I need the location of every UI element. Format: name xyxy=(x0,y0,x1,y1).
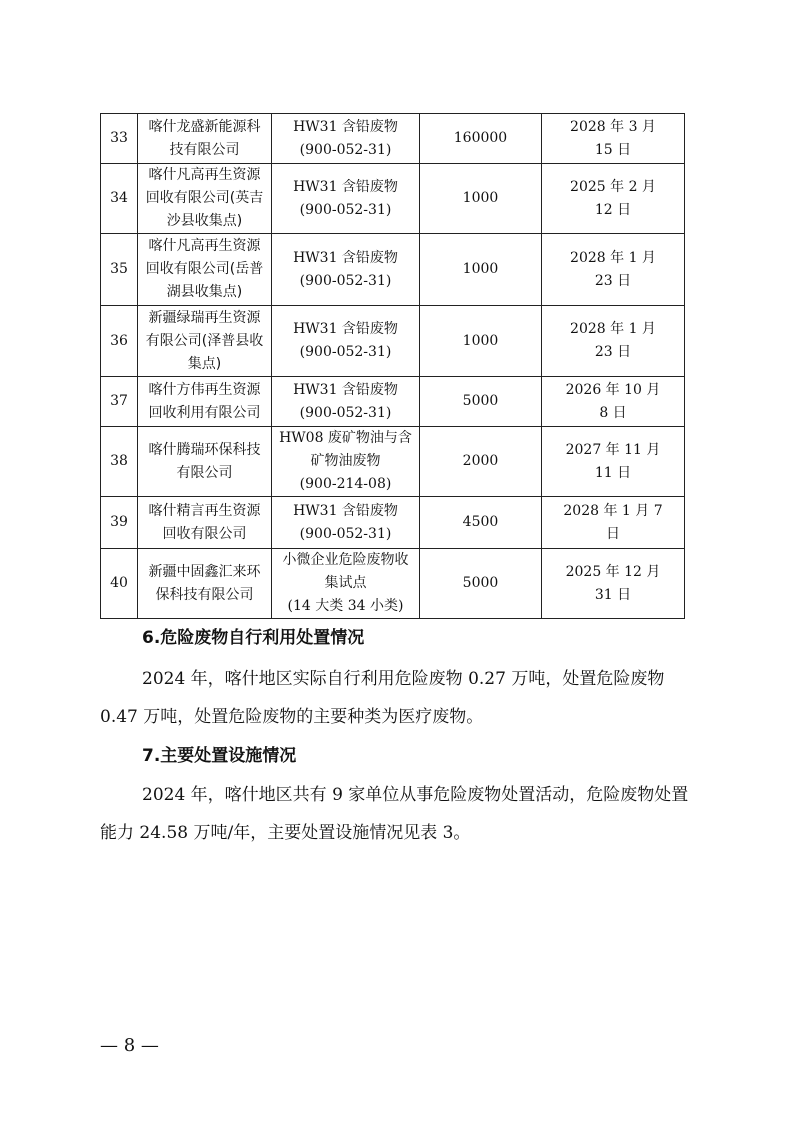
validity-cell-line: 8 日 xyxy=(599,404,627,421)
waste-type-cell-line: 集试点 xyxy=(324,575,367,591)
waste-type-cell-line: (900-052-31) xyxy=(299,201,392,218)
validity-cell-line: 2028 年 1 月 xyxy=(570,249,656,266)
company-cell-line: 技有限公司 xyxy=(169,141,240,158)
waste-type-cell-line: (900-052-31) xyxy=(299,272,392,289)
row-number-cell: 39 xyxy=(101,497,138,549)
validity-cell xyxy=(542,549,685,619)
validity-cell xyxy=(542,164,685,234)
table-row xyxy=(101,377,685,427)
validity-cell-line: 日 xyxy=(606,525,620,542)
capacity-cell: 5000 xyxy=(420,549,542,619)
validity-cell xyxy=(542,427,685,497)
validity-cell-line: 12 日 xyxy=(594,201,632,218)
validity-cell-line: 2025 年 2 月 xyxy=(570,178,656,195)
waste-type-cell-line: HW31 含铅废物 xyxy=(293,249,398,266)
validity-cell-line: 15 日 xyxy=(594,141,632,158)
row-number-cell: 36 xyxy=(101,306,138,377)
capacity-cell: 1000 xyxy=(420,234,542,306)
row-number-cell: 35 xyxy=(101,234,138,306)
company-cell-line: 喀什方伟再生资源 xyxy=(148,381,261,398)
validity-cell-line: 23 日 xyxy=(594,272,632,289)
row-number-cell: 37 xyxy=(101,377,138,427)
validity-cell-line: 31 日 xyxy=(594,586,632,603)
row-number-cell: 38 xyxy=(101,427,138,497)
company-cell xyxy=(138,549,272,619)
section-6-body: 2024 年，喀什地区实际自行利用危险废物 0.27 万吨，处置危险废物 0.47 万吨，处置危险废物的主要种类为医疗废物。 xyxy=(100,669,665,727)
permit-table xyxy=(100,113,685,619)
waste-type-cell-line: (900-214-08) xyxy=(299,476,392,492)
company-cell-line: 沙县收集点) xyxy=(166,213,243,229)
company-cell-line: 有限公司(泽普县收 xyxy=(145,332,264,349)
company-cell-line: 喀什精言再生资源 xyxy=(148,502,261,519)
page-number: — 8 — xyxy=(100,1035,159,1056)
company-cell-line: 喀什凡高再生资源 xyxy=(148,238,261,254)
waste-type-cell-line: (900-052-31) xyxy=(299,525,392,542)
company-cell xyxy=(138,234,272,306)
capacity-cell: 1000 xyxy=(420,164,542,234)
table-row xyxy=(101,497,685,549)
company-cell-line: 回收有限公司(岳普 xyxy=(145,261,264,277)
company-cell xyxy=(138,427,272,497)
waste-type-cell-line: HW31 含铅废物 xyxy=(293,381,398,398)
validity-cell-line: 11 日 xyxy=(594,464,632,481)
company-cell xyxy=(138,114,272,164)
waste-type-cell-line: (14 大类 34 小类) xyxy=(287,598,404,614)
company-cell-line: 新疆中固鑫汇来环 xyxy=(148,563,261,580)
row-number-cell: 34 xyxy=(101,164,138,234)
waste-type-cell-line: 小微企业危险废物收 xyxy=(282,552,409,568)
capacity-cell: 2000 xyxy=(420,427,542,497)
section-6-title: 6.危险废物自行利用处置情况 xyxy=(142,628,365,648)
table-row xyxy=(101,306,685,377)
validity-cell-line: 2028 年 3 月 xyxy=(570,118,656,135)
table-row xyxy=(101,164,685,234)
validity-cell-line: 2026 年 10 月 xyxy=(565,381,661,398)
waste-type-cell xyxy=(272,427,420,497)
company-cell-line: 回收有限公司 xyxy=(162,525,247,542)
validity-cell-line: 2028 年 1 月 xyxy=(570,321,656,337)
company-cell-line: 喀什腾瑞环保科技 xyxy=(148,441,261,458)
row-number-cell: 40 xyxy=(101,549,138,619)
validity-cell xyxy=(542,306,685,377)
waste-type-cell xyxy=(272,164,420,234)
waste-type-cell-line: 矿物油废物 xyxy=(310,453,381,469)
company-cell xyxy=(138,306,272,377)
validity-cell-line: 2028 年 1 月 7 xyxy=(563,502,663,519)
company-cell-line: 集点) xyxy=(187,355,222,372)
company-cell-line: 湖县收集点) xyxy=(166,284,243,300)
waste-type-cell xyxy=(272,497,420,549)
section-7-body: 2024 年，喀什地区共有 9 家单位从事危险废物处置活动，危险废物处置能力 24.58 万吨/年，主要处置设施情况见表 3。 xyxy=(100,785,689,843)
table-row xyxy=(101,234,685,306)
validity-cell-line: 2025 年 12 月 xyxy=(565,563,661,580)
section-7-title: 7.主要处置设施情况 xyxy=(142,746,297,766)
waste-type-cell-line: HW31 含铅废物 xyxy=(293,502,398,519)
company-cell xyxy=(138,497,272,549)
waste-type-cell xyxy=(272,549,420,619)
waste-type-cell xyxy=(272,114,420,164)
validity-cell xyxy=(542,497,685,549)
company-cell-line: 回收利用有限公司 xyxy=(148,404,261,421)
table-row xyxy=(101,549,685,619)
company-cell xyxy=(138,164,272,234)
waste-type-cell-line: HW31 含铅废物 xyxy=(293,118,398,135)
waste-type-cell xyxy=(272,234,420,306)
waste-type-cell-line: HW31 含铅废物 xyxy=(293,178,398,195)
waste-type-cell-line: (900-052-31) xyxy=(299,344,392,360)
table-row xyxy=(101,427,685,497)
capacity-cell: 1000 xyxy=(420,306,542,377)
validity-cell-line: 23 日 xyxy=(594,344,632,360)
validity-cell xyxy=(542,234,685,306)
company-cell-line: 新疆绿瑞再生资源 xyxy=(148,309,261,326)
waste-type-cell-line: (900-052-31) xyxy=(299,141,392,158)
row-number-cell: 33 xyxy=(101,114,138,164)
waste-type-cell xyxy=(272,377,420,427)
validity-cell-line: 2027 年 11 月 xyxy=(565,441,661,458)
company-cell-line: 保科技有限公司 xyxy=(155,586,254,603)
validity-cell xyxy=(542,114,685,164)
waste-type-cell-line: HW31 含铅废物 xyxy=(293,321,398,337)
capacity-cell: 160000 xyxy=(420,114,542,164)
company-cell xyxy=(138,377,272,427)
permit-table-body xyxy=(101,114,685,619)
capacity-cell: 5000 xyxy=(420,377,542,427)
company-cell-line: 有限公司 xyxy=(176,464,233,481)
waste-type-cell-line: (900-052-31) xyxy=(299,404,392,421)
company-cell-line: 喀什凡高再生资源 xyxy=(148,167,261,183)
validity-cell xyxy=(542,377,685,427)
table-row xyxy=(101,114,685,164)
waste-type-cell xyxy=(272,306,420,377)
waste-type-cell-line: HW08 废矿物油与含 xyxy=(279,430,412,446)
company-cell-line: 回收有限公司(英吉 xyxy=(145,190,264,206)
company-cell-line: 喀什龙盛新能源科 xyxy=(148,118,261,135)
capacity-cell: 4500 xyxy=(420,497,542,549)
